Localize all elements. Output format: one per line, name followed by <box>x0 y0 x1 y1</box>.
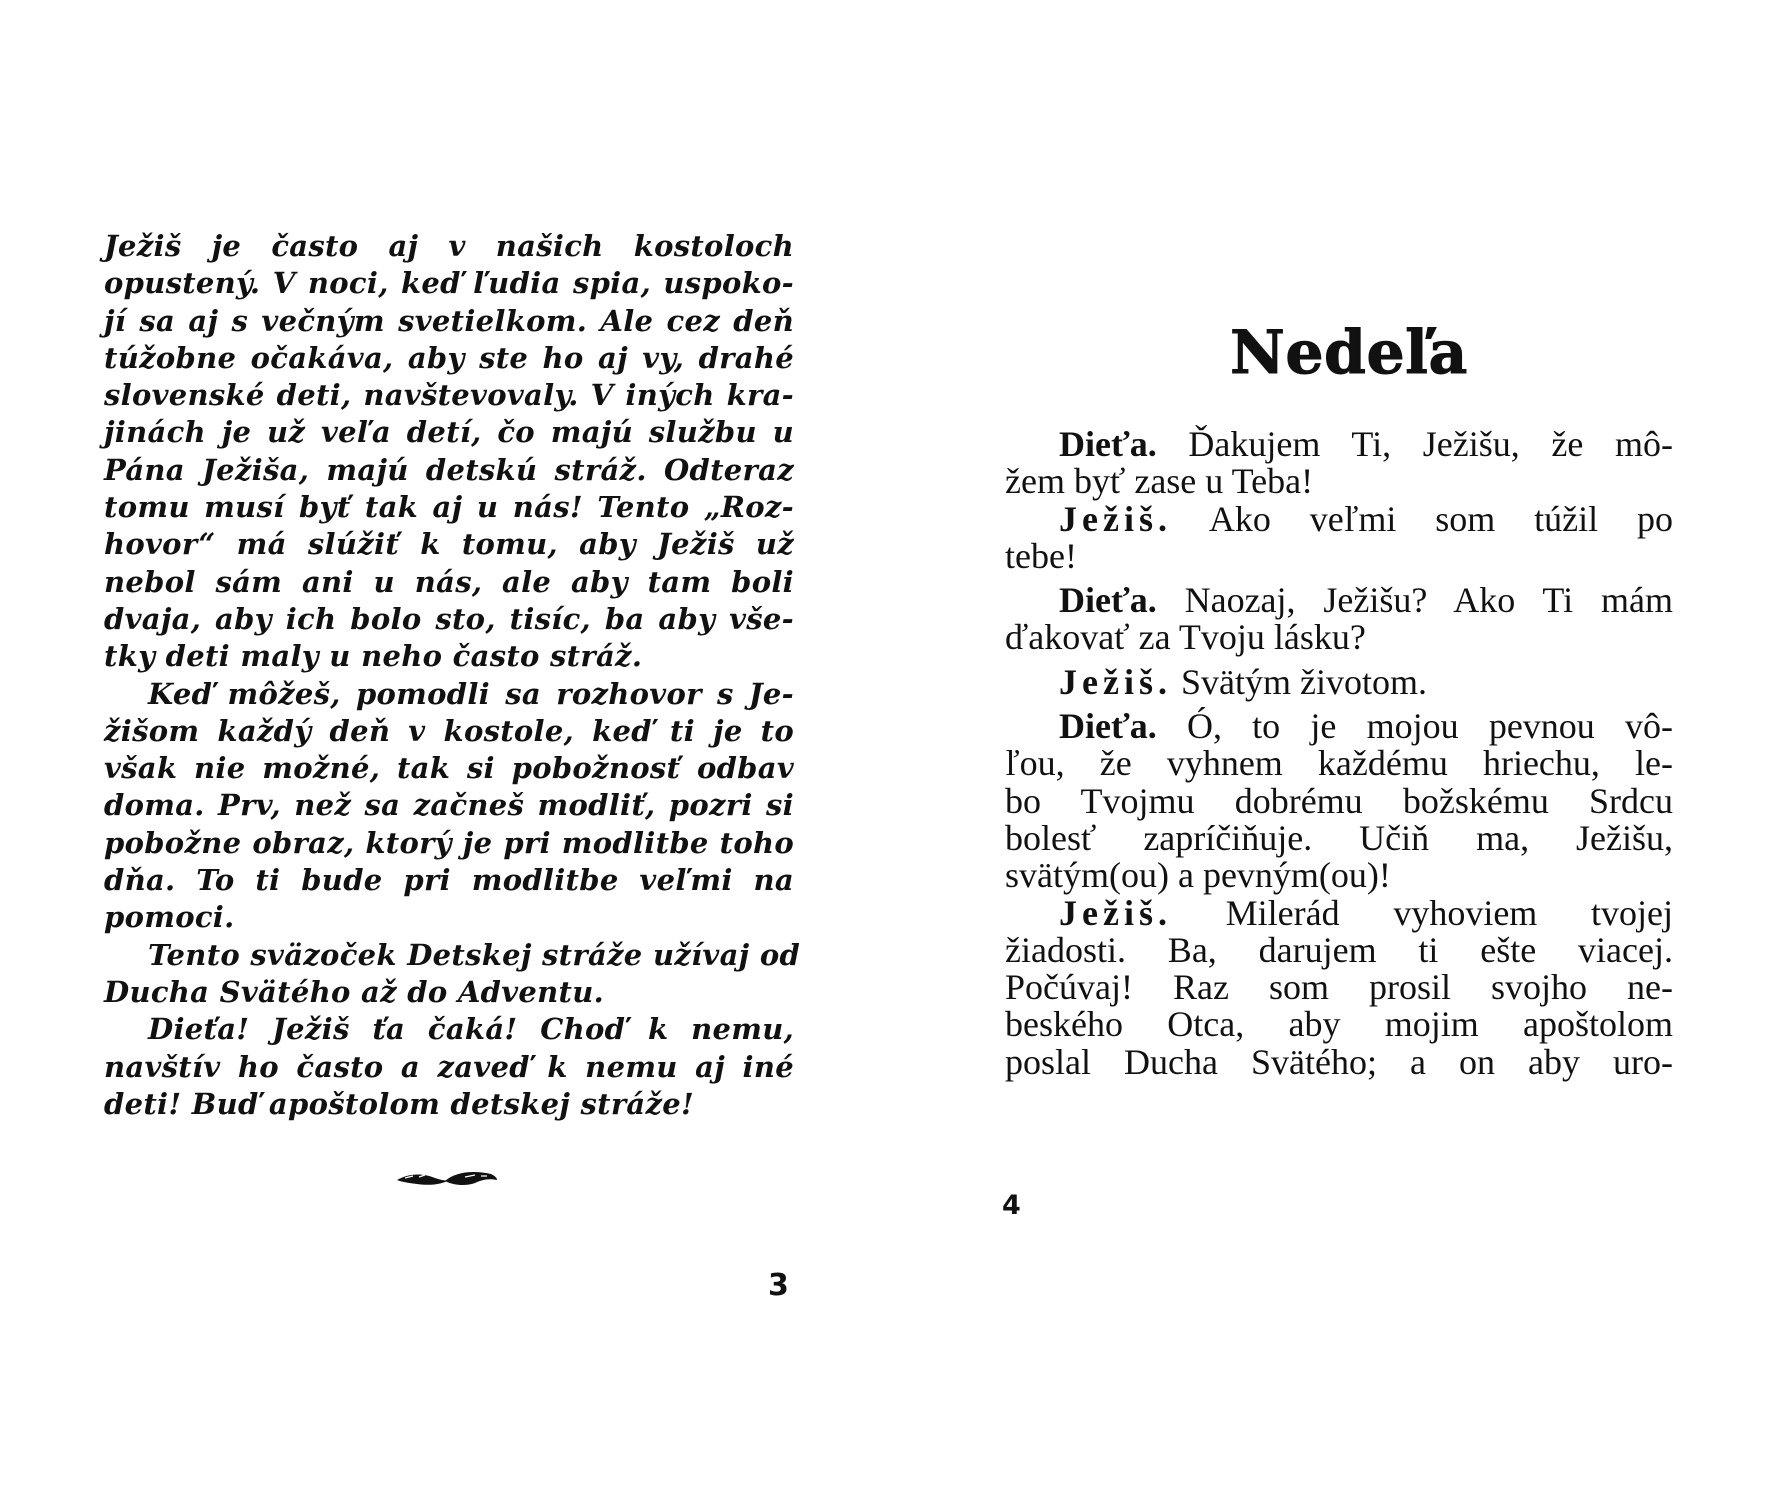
dialogue-body <box>1005 426 1673 1081</box>
speech-text: Svätým životom. <box>1180 661 1427 702</box>
text-line: navštív ho často a zaveď k nemu aj iné <box>104 1049 794 1084</box>
text-line: túžobne očakáva, aby ste ho aj vy, drahé <box>104 340 794 375</box>
speech-text: Ďakujem Ti, Ježišu, že mô- <box>1188 424 1674 464</box>
speaker-label: Dieťa. <box>1059 580 1157 621</box>
speech-text: Milerád vyhoviem tvojej <box>1225 892 1673 933</box>
dialogue-line: bolesť zapríčiňuje. Učiň ma, Ježišu, <box>1005 817 1673 858</box>
dialogue-line <box>1005 708 1673 745</box>
text-line: hovor“ má slúžiť k tomu, aby Ježiš už <box>104 527 794 562</box>
text-line: však nie možné, tak si pobožnosť odbav <box>104 751 794 786</box>
speaker-label: Ježiš. <box>1059 498 1172 539</box>
text-line: jinách je už veľa detí, čo majú službu u <box>104 415 794 450</box>
text-line: nebol sám ani u nás, ale aby tam boli <box>104 564 794 599</box>
dialogue-line: beského Otca, aby mojim apoštolom <box>1005 1004 1673 1045</box>
page-number: 3 <box>768 1268 789 1303</box>
text-line: pobožne obraz, ktorý je pri modlitbe toho <box>104 825 794 860</box>
dialogue-line: žem byť zase u Teba! <box>1005 461 1314 502</box>
dialogue-line: ďakovať za Tvoju lásku? <box>1005 617 1366 658</box>
dialogue-line: žiadosti. Ba, darujem ti ešte viacej. <box>1005 929 1673 970</box>
dialogue-line <box>1005 426 1673 463</box>
text-line: Dieťa! Ježiš ťa čaká! Choď k nemu, <box>148 1012 794 1047</box>
text-line: žišom každý deň v kostole, keď ti je to <box>104 713 794 748</box>
dialogue-line: Počúvaj! Raz som prosil svojho ne- <box>1005 967 1673 1008</box>
text-line: tky deti maly u neho často stráž. <box>104 639 643 674</box>
text-line: pomoci. <box>104 900 235 935</box>
page-number: 4 <box>1002 1190 1021 1221</box>
dialogue-line <box>1005 892 1673 933</box>
speaker-label: Dieťa. <box>1059 424 1157 464</box>
speaker-label: Ježiš. <box>1059 892 1172 933</box>
speaker-label: Ježiš. <box>1059 661 1172 702</box>
dialogue-line <box>1005 582 1673 619</box>
left-page-body <box>104 228 801 1123</box>
text-line: dvaja, aby ich bolo sto, tisíc, ba aby vše- <box>104 601 794 636</box>
page-title: Nedeľa <box>1230 318 1468 388</box>
text-line: Keď môžeš, pomodli sa rozhovor s Je- <box>148 676 794 711</box>
text-line: Pána Ježiša, majú detskú stráž. Odteraz <box>104 452 794 487</box>
dialogue-line: ľou, že vyhnem každému hriechu, le- <box>1005 743 1673 784</box>
text-line: Ježiš je často aj v našich kostoloch <box>104 229 794 263</box>
dialogue-line <box>1005 661 1673 702</box>
text-line: deti! Buď apoštolom detskej stráže! <box>104 1086 695 1121</box>
dialogue-line: svätým(ou) a pevným(ou)! <box>1005 855 1391 896</box>
speech-text: Ako veľmi som túžil po <box>1208 498 1674 539</box>
dialogue-line: tebe! <box>1005 535 1077 576</box>
right-page <box>880 0 1772 1500</box>
dialogue-line: poslal Ducha Svätého; a on aby uro- <box>1005 1041 1673 1082</box>
speech-text: Naozaj, Ježišu? Ako Ti mám <box>1184 580 1673 621</box>
text-line: dňa. To ti bude pri modlitbe veľmi na <box>104 863 794 898</box>
speaker-label: Dieťa. <box>1059 706 1157 747</box>
text-line: Ducha Svätého až do Adventu. <box>104 974 605 1009</box>
dialogue-line: bo Tvojmu dobrému božskému Srdcu <box>1005 780 1673 821</box>
text-line: Tento sväzoček Detskej stráže užívaj od <box>148 937 801 972</box>
speech-text: Ó, to je mojou pevnou vô- <box>1186 706 1673 747</box>
text-line: opustený. V noci, keď ľudia spia, uspoko- <box>104 266 794 301</box>
text-line: jí sa aj s večným svetielkom. Ale cez deň <box>104 303 794 338</box>
left-page <box>0 0 880 1500</box>
text-line: doma. Prv, než sa začneš modliť, pozri si <box>104 788 794 823</box>
text-line: tomu musí byť tak aj u nás! Tento „Roz- <box>104 490 794 525</box>
dialogue-line <box>1005 498 1674 539</box>
text-line: slovenské deti, navštevovaly. V iných kra- <box>104 378 794 413</box>
ornament-icon <box>395 1168 499 1190</box>
